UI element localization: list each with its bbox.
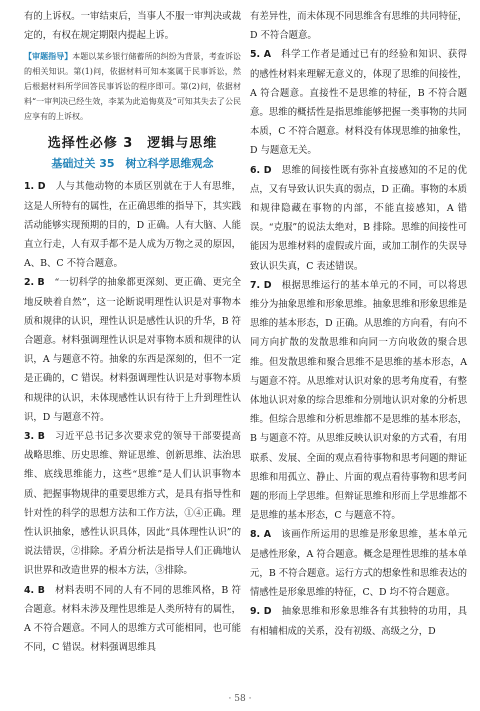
answer-1-key: 1. D (24, 181, 46, 193)
answer-8 (250, 525, 467, 602)
answer-4-key: 4. B (24, 584, 45, 596)
answer-1 (24, 177, 241, 273)
answer-7 (250, 276, 467, 526)
answer-8-key: 8. A (250, 529, 272, 541)
left-column (24, 7, 241, 657)
answer-9 (250, 602, 467, 640)
section-subtitle: 基础过关 35 树立科学思维观念 (51, 157, 214, 171)
review-guidance-note (24, 49, 241, 124)
answer-6-key: 6. D (250, 164, 272, 176)
answer-1-text: 人与其他动物的本质区别就在于人有思维，这是人所特有的属性，在正确思维的指导下，其实践活动能够实现预期的目的，D 正确。人有大脑、人能直立行走，人有双手都不是人成为万物之灵的原因，A、B、C 不符合题意。 (24, 181, 241, 270)
answer-4-continued: 有差异性，而未体现不同思维含有思维的共同特征，D 不符合题意。 (250, 11, 467, 42)
answer-2-key: 2. B (24, 277, 45, 289)
answer-9-key: 9. D (250, 606, 272, 618)
answer-3-text: 习近平总书记多次要求党的领导干部要提高战略思维、历史思维、辩证思维、创新思维、法治思维、底线思维能力，这些“思维”是人们认识事物本质、把握事物规律的重要思维方式，是具有指导性和针对性的科学的思想方法和工作方法，①④正确。理性认识抽象，感性认识具体，因此“具体理性认识”的说法错误，②排除。矛盾分析法是指导人们正确地认识世界和改造世界的根本方法，③排除。 (24, 431, 241, 577)
answer-3 (24, 427, 241, 581)
answer-9-text: 抽象思维和形象思维各有其独特的功用，具有相辅相成的关系，没有初级、高级之分，D (250, 606, 467, 637)
note-text: 本题以某乡银行储蓄所的纠纷为背景，考查诉讼的相关知识。第(1)问，依据材料可知本案属于民事诉讼，然后根据材料所学回答民事诉讼的程序即可。第(2)问，依据材料“一审判决已经生效，李某为此追悔莫及”可知其失去了公民应享有的上诉权。 (24, 52, 242, 122)
answer-6-text: 思维的间接性既有弥补直接感知的不足的优点，又有导致认识失真的弱点，D 正确。事物的本质和规律隐藏在事物的内部，不能直接感知，A 错误。“克服”的说法太绝对，B 排除。思维的间接性可能因为思维材料的虚假或片面，或加工制作的失误导致认识失真，C 表述错误。 (250, 164, 467, 272)
answer-5-key: 5. A (250, 49, 272, 61)
answer-4-text: 材料表明不同的人有不同的思维风格，B 符合题意。材料未涉及理性思维是人类所特有的属性，A 不符合题意。不同人的思维方式可能相同，也可能不同，C 错误。材料强调思维具 (24, 584, 241, 654)
section-title: 选择性必修 3 逻辑与思维 (47, 136, 218, 152)
answer-7-text: 根据思维运行的基本单元的不同，可以将思维分为抽象思维和形象思维。抽象思维和形象思维是思维的基本形态，D 正确。从思维的方向看，有向不同方向扩散的发散思维和向同一方向收敛的聚合思维。但发散思维和聚合思维不是思维的基本形态，A 与题意不符。从思维对认识对象的思考角度看，有整体地认识对象的综合思维和分别地认识对象的分析思维。但综合思维和分析思维都不是思维的基本形态，B 与题意不符。从思维反映认识对象的方式看，有用联系、发展、全面的观点看待事物和思考问题的辩证思维和用孤立、静止、片面的观点看待事物和思考问题的形而上学思维。但辩证思维和形而上学思维都不是思维的基本形态，C 与题意不符。 (250, 279, 467, 522)
answer-3-key: 3. B (24, 431, 45, 443)
answer-8-text: 该画作所运用的思维是形象思维，基本单元是感性形象，A 符合题意。概念是理性思维的基本单元，B 不符合题意。运行方式的想象性和思维表达的情感性是形象思维的特征，C、D 均不符合题意。 (250, 529, 467, 599)
page-number: · 58 · (228, 694, 252, 704)
answer-2-text: “一切科学的抽象都更深刻、更正确、更完全地反映着自然”，这一论断说明理性认识是对事物本质和规律的认识，理性认识是感性认识的升华，B 符合题意。材料强调理性认识是对事物本质和规律的认识，A 与题意不符。抽象的东西是深刻的，但不一定是正确的，C 错误。材料强调理性认识是对事物本质和规律的认识，未体现感性认识有待于上升到理性认识，D 与题意不符。 (24, 277, 241, 423)
right-column (250, 7, 467, 641)
answer-2 (24, 273, 241, 427)
answer-5-text: 科学工作者是通过已有的经验和知识、获得的感性材料来理解无意义的，体现了思维的间接性，A 符合题意。直接性不是思维的特征，B 不符合题意。思维的概括性是指思维能够把握一类事物的共同本质，C 不符合题意。材料没有体现思维的抽象性，D 与题意无关。 (250, 49, 467, 157)
answer-4 (24, 581, 241, 658)
answer-6 (250, 161, 467, 276)
answer-7-key: 7. D (250, 279, 272, 291)
intro-paragraph: 有的上诉权。一审结束后，当事人不服一审判决或裁定的，有权在规定期限内提起上诉。 (24, 11, 241, 42)
note-tag: 【审题指导】 (24, 51, 73, 62)
answer-5 (250, 45, 467, 160)
